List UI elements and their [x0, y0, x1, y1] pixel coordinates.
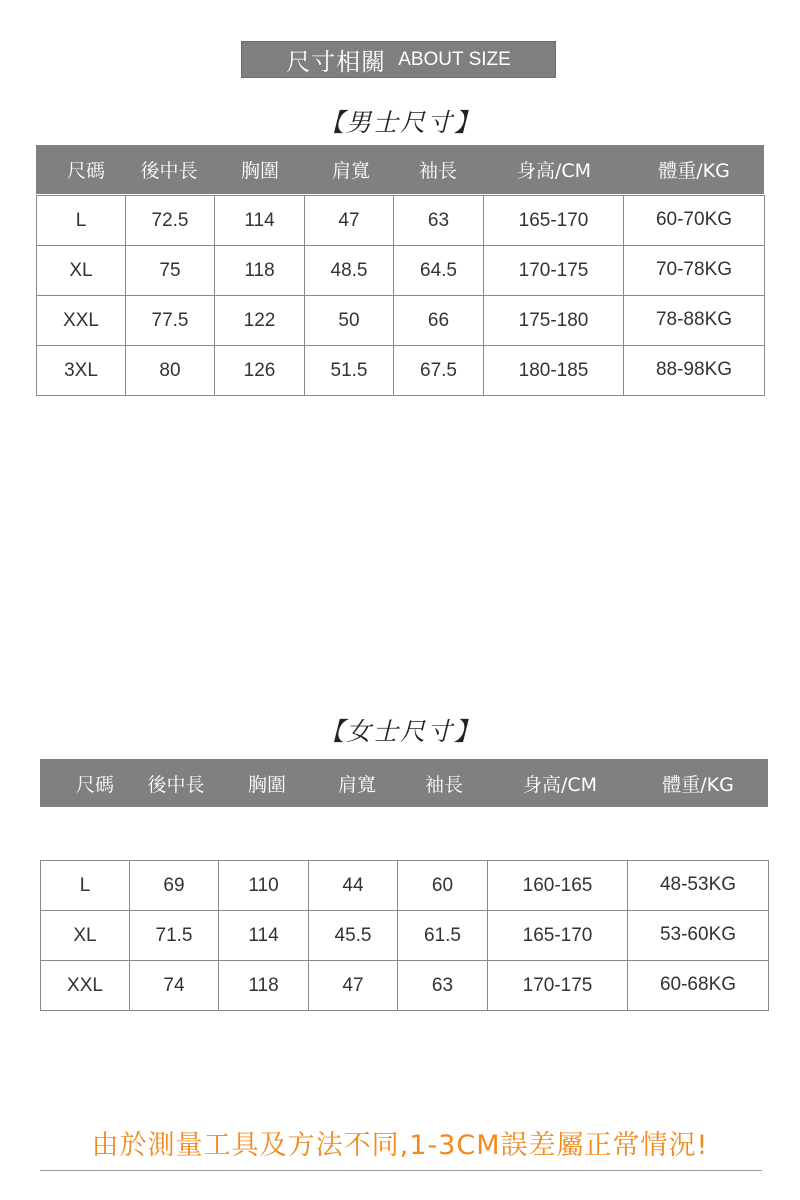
men-col-shoulder: 肩寬 [331, 160, 370, 182]
women-col-length: 後中長 [147, 773, 205, 796]
about-size-header [241, 41, 556, 78]
header-title-en: ABOUT SIZE [398, 48, 511, 70]
chest-cell: 122 [215, 296, 305, 346]
table-row [41, 861, 769, 911]
women-col-chest: 胸圍 [247, 773, 286, 796]
size-cell: XL [41, 911, 130, 961]
chest-cell: 118 [215, 246, 305, 296]
shoulder-cell: 50 [305, 296, 394, 346]
size-cell: L [37, 196, 126, 246]
chest-cell: 118 [219, 961, 309, 1011]
table-row [41, 911, 769, 961]
length-cell: 71.5 [130, 911, 219, 961]
table-row [37, 346, 765, 396]
weight-cell: 78-88KG [624, 296, 765, 346]
men-col-size: 尺碼 [66, 160, 105, 182]
sleeve-cell: 64.5 [394, 246, 484, 296]
women-col-shoulder: 肩寬 [337, 773, 376, 796]
shoulder-cell: 47 [305, 196, 394, 246]
shoulder-cell: 48.5 [305, 246, 394, 296]
shoulder-cell: 44 [309, 861, 398, 911]
sleeve-cell: 60 [398, 861, 488, 911]
weight-cell: 53-60KG [628, 911, 769, 961]
chest-cell: 126 [215, 346, 305, 396]
header-title-cn: 尺寸相關 [286, 48, 387, 76]
height-cell: 180-185 [484, 346, 624, 396]
women-header-bar [40, 759, 768, 807]
size-cell: XXL [41, 961, 130, 1011]
sleeve-cell: 67.5 [394, 346, 484, 396]
weight-cell: 88-98KG [624, 346, 765, 396]
height-cell: 165-170 [484, 196, 624, 246]
men-col-weight: 體重/KG [658, 160, 730, 182]
women-col-size: 尺碼 [75, 773, 114, 796]
height-cell: 170-175 [488, 961, 628, 1011]
height-cell: 160-165 [488, 861, 628, 911]
height-cell: 175-180 [484, 296, 624, 346]
length-cell: 69 [130, 861, 219, 911]
table-row [37, 246, 765, 296]
men-size-table [36, 195, 765, 396]
men-col-sleeve: 袖長 [418, 160, 457, 182]
shoulder-cell: 51.5 [305, 346, 394, 396]
table-row [37, 196, 765, 246]
women-size-table [40, 860, 769, 1011]
table-row [37, 296, 765, 346]
height-cell: 165-170 [488, 911, 628, 961]
chest-cell: 114 [215, 196, 305, 246]
shoulder-cell: 45.5 [309, 911, 398, 961]
weight-cell: 60-68KG [628, 961, 769, 1011]
table-row [41, 961, 769, 1011]
weight-cell: 48-53KG [628, 861, 769, 911]
women-col-weight: 體重/KG [662, 773, 734, 796]
men-header-bar [36, 145, 764, 194]
chest-cell: 114 [219, 911, 309, 961]
men-col-length: 後中長 [140, 160, 198, 182]
size-cell: XXL [37, 296, 126, 346]
length-cell: 80 [126, 346, 215, 396]
men-size-title: 【男士尺寸】 [318, 108, 481, 137]
size-cell: XL [37, 246, 126, 296]
sleeve-cell: 63 [394, 196, 484, 246]
men-col-height: 身高/CM [516, 160, 592, 182]
sleeve-cell: 61.5 [398, 911, 488, 961]
size-cell: 3XL [37, 346, 126, 396]
measurement-notice: 由於測量工具及方法不同,1-3CM誤差屬正常情況! [91, 1130, 709, 1161]
men-col-chest: 胸圍 [240, 160, 279, 182]
length-cell: 75 [126, 246, 215, 296]
women-col-height: 身高/CM [522, 773, 598, 796]
women-size-title: 【女士尺寸】 [318, 717, 481, 746]
bottom-divider [40, 1170, 762, 1171]
length-cell: 72.5 [126, 196, 215, 246]
shoulder-cell: 47 [309, 961, 398, 1011]
length-cell: 74 [130, 961, 219, 1011]
size-cell: L [41, 861, 130, 911]
weight-cell: 60-70KG [624, 196, 765, 246]
chest-cell: 110 [219, 861, 309, 911]
weight-cell: 70-78KG [624, 246, 765, 296]
sleeve-cell: 63 [398, 961, 488, 1011]
height-cell: 170-175 [484, 246, 624, 296]
length-cell: 77.5 [126, 296, 215, 346]
sleeve-cell: 66 [394, 296, 484, 346]
women-col-sleeve: 袖長 [424, 773, 463, 796]
